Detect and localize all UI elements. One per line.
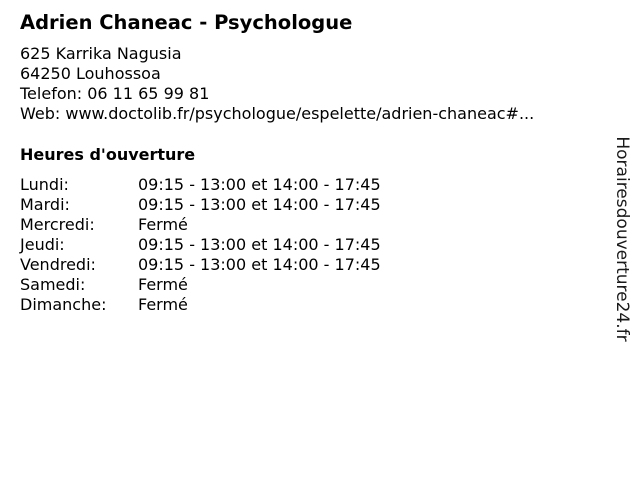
day-hours: Fermé <box>138 295 188 314</box>
hours-row-jeudi <box>20 235 381 255</box>
hours-row-mardi <box>20 195 381 215</box>
hours-row-lundi <box>20 175 381 195</box>
day-label: Lundi: <box>20 175 69 194</box>
website-link[interactable]: Web: www.doctolib.fr/psychologue/espelette/adrien-chaneac#... <box>20 104 535 123</box>
day-label: Dimanche: <box>20 295 107 314</box>
page-title: Adrien Chaneac - Psychologue <box>20 11 353 34</box>
opening-hours-heading: Heures d'ouverture <box>20 145 196 164</box>
day-label: Jeudi: <box>20 235 65 254</box>
day-hours: Fermé <box>138 275 188 294</box>
day-label: Samedi: <box>20 275 86 294</box>
hours-row-samedi <box>20 275 381 295</box>
day-hours: Fermé <box>138 215 188 234</box>
phone-number: Telefon: 06 11 65 99 81 <box>20 84 210 103</box>
business-contact-info <box>20 44 534 124</box>
day-hours: 09:15 - 13:00 et 14:00 - 17:45 <box>138 235 381 254</box>
site-watermark <box>606 134 638 344</box>
opening-hours-table <box>20 175 381 315</box>
hours-row-vendredi <box>20 255 381 275</box>
day-hours: 09:15 - 13:00 et 14:00 - 17:45 <box>138 195 381 214</box>
hours-row-dimanche <box>20 295 381 315</box>
hours-row-mercredi <box>20 215 381 235</box>
day-hours: 09:15 - 13:00 et 14:00 - 17:45 <box>138 255 381 274</box>
city-postal-code: 64250 Louhossoa <box>20 64 161 83</box>
day-label: Mardi: <box>20 195 70 214</box>
day-label: Mercredi: <box>20 215 95 234</box>
street-address: 625 Karrika Nagusia <box>20 44 182 63</box>
day-hours: 09:15 - 13:00 et 14:00 - 17:45 <box>138 175 381 194</box>
watermark-text: Horairesdouverture24.fr <box>612 136 632 342</box>
day-label: Vendredi: <box>20 255 96 274</box>
